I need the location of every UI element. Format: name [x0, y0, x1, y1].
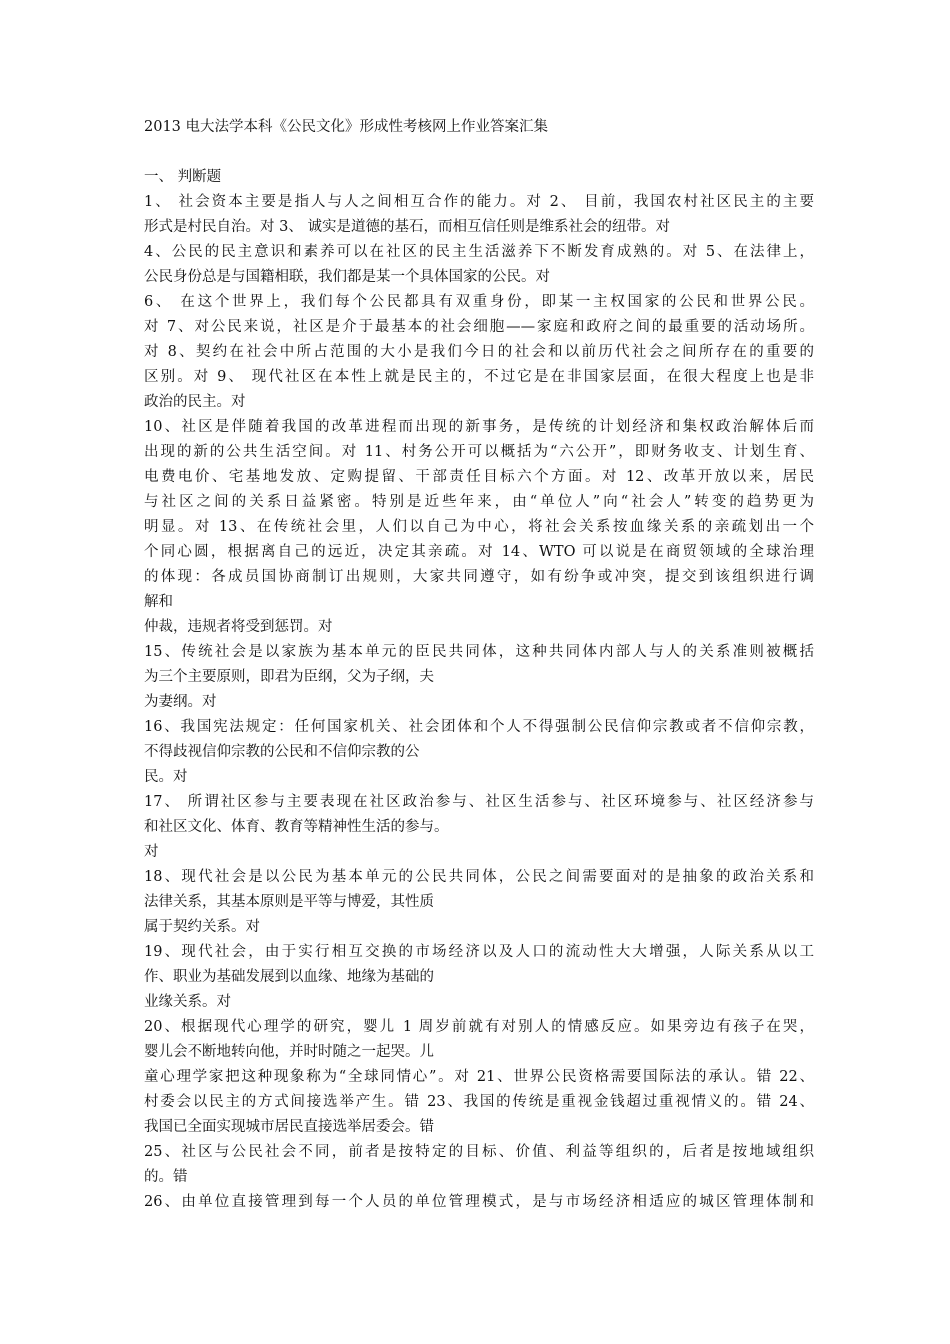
text-line: 与社区之间的关系日益紧密。特别是近些年来，由“单位人”向“社会人”转变的趋势更为 — [144, 494, 814, 510]
text-line: 不得歧视信仰宗教的公民和不信仰宗教的公 — [144, 744, 420, 760]
text-line: 4、公民的民主意识和素养可以在社区的民主生活滋养下不断发育成熟的。对 5、在法律上， — [144, 244, 814, 260]
text-line: 的。错 — [144, 1169, 188, 1185]
text-line: 仲裁，违规者将受到惩罚。对 — [144, 619, 333, 635]
text-line: 1、 社会资本主要是指人与人之间相互合作的能力。对 2、 目前，我国农村社区民主的主要 — [144, 194, 814, 210]
text-line: 婴儿会不断地转向他，并时时随之一起哭。儿 — [144, 1044, 434, 1060]
text-line: 电费电价、宅基地发放、定购提留、干部责任目标六个方面。对 12、改革开放以来，居民 — [144, 469, 814, 485]
text-line: 法律关系，其基本原则是平等与博爱，其性质 — [144, 894, 434, 910]
text-line: 童心理学家把这种现象称为“全球同情心”。对 21、世界公民资格需要国际法的承认。错 22、 — [144, 1069, 814, 1085]
text-line: 形式是村民自治。对 3、 诚实是道德的基石，而相互信任则是维系社会的纽带。对 — [144, 219, 670, 235]
text-line: 业缘关系。对 — [144, 994, 231, 1010]
text-line: 区别。对 9、 现代社区在本性上就是民主的，不过它是在非国家层面，在很大程度上也是非 — [144, 369, 814, 385]
text-line: 17、 所谓社区参与主要表现在社区政治参与、社区生活参与、社区环境参与、社区经济参与 — [144, 794, 814, 810]
text-line: 个同心圆，根据离自己的远近，决定其亲疏。对 14、WTO 可以说是在商贸领域的全球治理 — [144, 544, 814, 560]
text-line: 和社区文化、体育、教育等精神性生活的参与。 — [144, 819, 449, 835]
text-line: 解和 — [144, 594, 173, 610]
text-line: 对 — [144, 844, 159, 860]
text-line: 18、现代社会是以公民为基本单元的公民共同体，公民之间需要面对的是抽象的政治关系和 — [144, 869, 814, 885]
document-title: 2013 电大法学本科《公民文化》形成性考核网上作业答案汇集 — [144, 119, 549, 135]
question-list — [144, 190, 814, 1215]
text-line: 村委会以民主的方式间接选举产生。错 23、我国的传统是重视金钱超过重视情义的。错 24、 — [144, 1094, 814, 1110]
text-line: 为三个主要原则，即君为臣纲，父为子纲，夫 — [144, 669, 434, 685]
document-body — [144, 115, 814, 1215]
text-line: 公民身份总是与国籍相联，我们都是某一个具体国家的公民。对 — [144, 269, 550, 285]
text-line: 26、由单位直接管理到每一个人员的单位管理模式，是与市场经济相适应的城区管理体制和 — [144, 1194, 814, 1210]
text-line: 对 8、契约在社会中所占范围的大小是我们今日的社会和以前历代社会之间所存在的重要的 — [144, 344, 814, 360]
text-line: 25、社区与公民社会不同，前者是按特定的目标、价值、利益等组织的，后者是按地域组织 — [144, 1144, 814, 1160]
text-line: 对 7、对公民来说，社区是介于最基本的社会细胞——家庭和政府之间的最重要的活动场所。 — [144, 319, 814, 335]
text-line: 政治的民主。对 — [144, 394, 246, 410]
text-line: 出现的新的公共生活空间。对 11、村务公开可以概括为“六公开”，即财务收支、计划生育、 — [144, 444, 814, 460]
text-line: 我国已全面实现城市居民直接选举居委会。错 — [144, 1119, 434, 1135]
text-line: 为妻纲。对 — [144, 694, 217, 710]
text-line: 19、现代社会，由于实行相互交换的市场经济以及人口的流动性大大增强，人际关系从以工 — [144, 944, 814, 960]
text-line: 20、根据现代心理学的研究，婴儿 1 周岁前就有对别人的情感反应。如果旁边有孩子在哭， — [144, 1019, 814, 1035]
text-line: 明显。对 13、在传统社会里，人们以自己为中心，将社会关系按血缘关系的亲疏划出一个 — [144, 519, 814, 535]
text-line: 作、职业为基础发展到以血缘、地缘为基础的 — [144, 969, 434, 985]
text-line: 16、我国宪法规定：任何国家机关、社会团体和个人不得强制公民信仰宗教或者不信仰宗教， — [144, 719, 814, 735]
text-line: 15、传统社会是以家族为基本单元的臣民共同体，这种共同体内部人与人的关系准则被概括 — [144, 644, 814, 660]
section-heading: 一、 判断题 — [144, 169, 222, 185]
blank-line — [144, 140, 814, 165]
text-line: 6、 在这个世界上，我们每个公民都具有双重身份，即某一主权国家的公民和世界公民。 — [144, 294, 814, 310]
text-line: 属于契约关系。对 — [144, 919, 260, 935]
text-line: 10、社区是伴随着我国的改革进程而出现的新事务，是传统的计划经济和集权政治解体后而 — [144, 419, 814, 435]
text-line: 的体现：各成员国协商制订出规则，大家共同遵守，如有纷争或冲突，提交到该组织进行调 — [144, 569, 814, 585]
text-line: 民。对 — [144, 769, 188, 785]
